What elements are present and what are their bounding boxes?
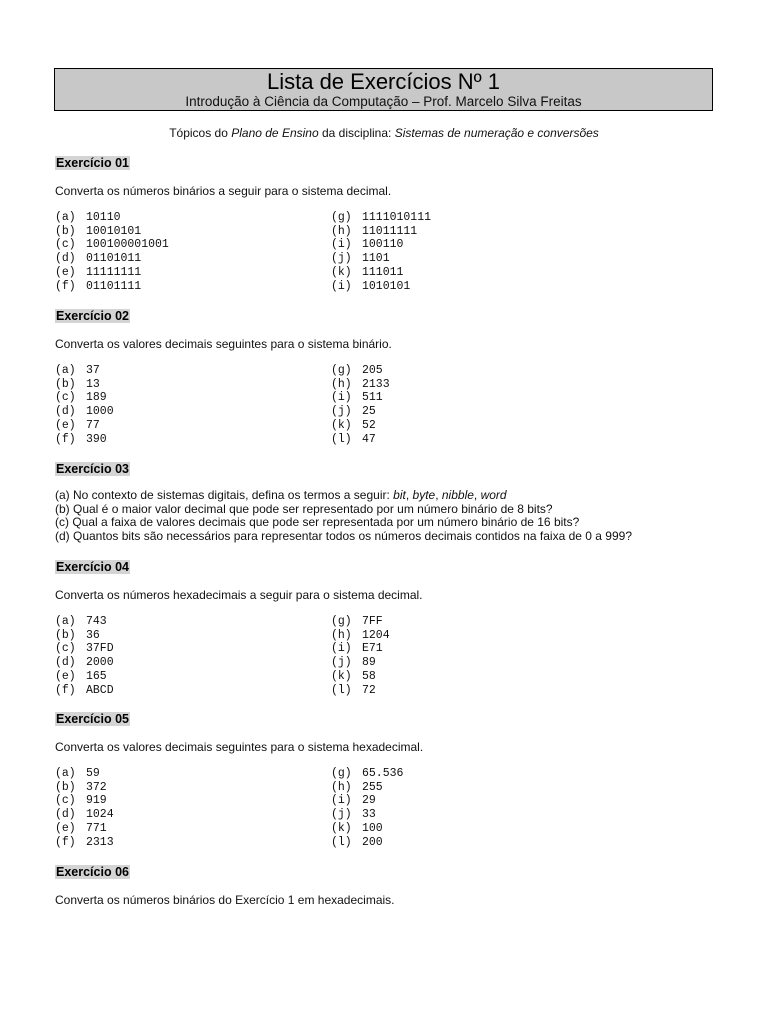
item-value: 1101 [362, 252, 390, 266]
item-label: (l) [331, 432, 352, 446]
item-label: (c) [55, 238, 76, 252]
list-item [331, 225, 607, 239]
question-d: (d) Quantos bits são necessários para representar todos os números decimais contidos na faixa de 0 a 999? [55, 529, 632, 544]
list-item [331, 266, 607, 280]
item-value: 10010101 [86, 224, 142, 238]
exercise-01-list [55, 211, 705, 293]
item-label: (i) [331, 794, 352, 808]
list-item [55, 266, 331, 280]
list-item [55, 252, 331, 266]
list-item [331, 822, 607, 836]
item-value: 37 [86, 364, 100, 377]
item-value: 2000 [86, 656, 114, 670]
item-label: (d) [55, 656, 76, 670]
item-value: 59 [86, 767, 100, 780]
list-item [55, 378, 331, 392]
list-item [331, 794, 607, 808]
exercise-03-title: Exercício 03 [56, 462, 129, 476]
item-label: (e) [55, 821, 76, 835]
item-value: 1024 [86, 808, 114, 822]
list-item [55, 670, 331, 684]
item-label: (k) [331, 821, 352, 835]
list-item [331, 252, 607, 266]
list-item [55, 238, 331, 252]
item-label: (d) [55, 252, 76, 266]
exercise-04-title: Exercício 04 [56, 560, 129, 574]
list-item [331, 211, 607, 225]
topics-middle: da disciplina: [318, 126, 395, 140]
list-item [331, 836, 607, 850]
topics-line [0, 126, 768, 140]
exercise-06-instruction: Converta os números binários do Exercício 1 em hexadecimais. [55, 893, 395, 907]
list-item [331, 238, 607, 252]
list-item [331, 629, 607, 643]
exercise-04-list [55, 615, 705, 697]
item-value: 25 [362, 405, 376, 419]
item-label: (g) [331, 364, 352, 377]
item-value: 1111010111 [362, 211, 432, 224]
item-label: (f) [55, 279, 76, 293]
item-label: (e) [55, 265, 76, 279]
list-item [55, 684, 331, 698]
topics-plan: Plano de Ensino [231, 126, 319, 140]
exercise-02-list [55, 364, 705, 446]
list-item [331, 656, 607, 670]
item-value: 77 [86, 418, 100, 432]
item-label: (c) [55, 794, 76, 808]
item-value: 10110 [86, 211, 121, 224]
item-value: 11011111 [362, 224, 418, 238]
item-label: (j) [331, 808, 352, 822]
item-label: (e) [55, 669, 76, 683]
list-item [331, 378, 607, 392]
item-value: 1010101 [362, 279, 411, 293]
exercise-02-instruction: Converta os valores decimais seguintes para o sistema binário. [55, 337, 392, 351]
list-item [331, 405, 607, 419]
item-value: 2313 [86, 835, 114, 849]
list-item [55, 794, 331, 808]
exercise-01-title: Exercício 01 [56, 156, 129, 170]
item-value: 89 [362, 656, 376, 670]
item-label: (b) [55, 780, 76, 794]
item-value: 29 [362, 794, 376, 808]
list-item [55, 767, 331, 781]
item-value: 01101011 [86, 252, 142, 266]
exercise-01-instruction: Converta os números binários a seguir para o sistema decimal. [55, 184, 392, 198]
exercise-05-list [55, 767, 705, 849]
item-value: 200 [362, 835, 383, 849]
item-value: 65.536 [362, 767, 404, 780]
list-item [331, 364, 607, 378]
list-item [55, 391, 331, 405]
item-label: (j) [331, 656, 352, 670]
list-item [55, 836, 331, 850]
item-label: (k) [331, 669, 352, 683]
item-label: (j) [331, 405, 352, 419]
exercise-02-title: Exercício 02 [56, 309, 129, 323]
item-label: (f) [55, 683, 76, 697]
item-label: (c) [55, 391, 76, 405]
item-value: 771 [86, 821, 107, 835]
item-label: (i) [331, 279, 352, 293]
topics-prefix: Tópicos do [169, 126, 232, 140]
item-value: 100 [362, 821, 383, 835]
list-item [331, 670, 607, 684]
item-value: 2133 [362, 377, 390, 391]
list-item [331, 419, 607, 433]
item-value: E71 [362, 642, 383, 656]
item-value: 743 [86, 615, 107, 628]
list-item [55, 781, 331, 795]
item-label: (l) [331, 683, 352, 697]
item-label: (b) [55, 628, 76, 642]
item-value: 01101111 [86, 279, 142, 293]
item-label: (h) [331, 780, 352, 794]
list-item [55, 211, 331, 225]
item-value: 72 [362, 683, 376, 697]
item-label: (i) [331, 238, 352, 252]
item-label: (k) [331, 418, 352, 432]
question-b: (b) Qual é o maior valor decimal que pode ser representado por um número binário de 8 bits? [55, 501, 553, 516]
item-value: 11111111 [86, 265, 142, 279]
item-value: 111011 [362, 265, 404, 279]
item-value: 37FD [86, 642, 114, 656]
item-value: 100100001001 [86, 238, 169, 252]
list-item [55, 433, 331, 447]
exercise-03-questions [55, 489, 632, 544]
page-subtitle: Introdução à Ciência da Computação – Prof. Marcelo Silva Freitas [185, 94, 582, 109]
item-value: 36 [86, 628, 100, 642]
item-label: (j) [331, 252, 352, 266]
item-label: (i) [331, 391, 352, 405]
question-c: (c) Qual a faixa de valores decimais que pode ser representada por um número binário de 16 bits? [55, 515, 580, 530]
list-item [55, 364, 331, 378]
item-label: (g) [331, 211, 352, 224]
list-item [55, 615, 331, 629]
item-value: 189 [86, 391, 107, 405]
item-label: (f) [55, 432, 76, 446]
item-value: 100110 [362, 238, 404, 252]
item-label: (e) [55, 418, 76, 432]
item-label: (h) [331, 224, 352, 238]
exercise-06-title: Exercício 06 [56, 865, 129, 879]
exercise-05-title: Exercício 05 [56, 712, 129, 726]
list-item [55, 405, 331, 419]
item-value: 205 [362, 364, 383, 377]
item-label: (a) [55, 767, 76, 780]
page-title: Lista de Exercícios Nº 1 [266, 69, 501, 94]
list-item [55, 629, 331, 643]
list-item [331, 615, 607, 629]
item-label: (c) [55, 642, 76, 656]
list-item [331, 280, 607, 294]
item-value: 372 [86, 780, 107, 794]
list-item [331, 808, 607, 822]
list-item [55, 225, 331, 239]
list-item [55, 808, 331, 822]
item-label: (a) [55, 364, 76, 377]
item-value: ABCD [86, 683, 114, 697]
item-value: 1204 [362, 628, 390, 642]
item-value: 919 [86, 794, 107, 808]
item-label: (g) [331, 615, 352, 628]
list-item [331, 781, 607, 795]
list-item [55, 822, 331, 836]
item-label: (h) [331, 377, 352, 391]
list-item [331, 642, 607, 656]
item-value: 1000 [86, 405, 114, 419]
item-label: (k) [331, 265, 352, 279]
list-item [55, 642, 331, 656]
list-item [55, 419, 331, 433]
item-label: (a) [55, 211, 76, 224]
item-value: 390 [86, 432, 107, 446]
list-item [331, 433, 607, 447]
item-label: (f) [55, 835, 76, 849]
item-value: 165 [86, 669, 107, 683]
item-label: (a) [55, 615, 76, 628]
question-a: (a) No contexto de sistemas digitais, defina os termos a seguir: bit, byte, nibble, word [55, 488, 507, 502]
item-value: 33 [362, 808, 376, 822]
item-value: 47 [362, 432, 376, 446]
list-item [331, 391, 607, 405]
item-label: (d) [55, 808, 76, 822]
item-label: (b) [55, 377, 76, 391]
header-box [54, 68, 713, 111]
item-value: 13 [86, 377, 100, 391]
item-label: (g) [331, 767, 352, 780]
topics-subject: Sistemas de numeração e conversões [394, 126, 599, 140]
item-value: 52 [362, 418, 376, 432]
list-item [331, 767, 607, 781]
item-label: (i) [331, 642, 352, 656]
item-label: (b) [55, 224, 76, 238]
exercise-04-instruction: Converta os números hexadecimais a seguir para o sistema decimal. [55, 588, 423, 602]
list-item [55, 280, 331, 294]
item-value: 255 [362, 780, 383, 794]
exercise-05-instruction: Converta os valores decimais seguintes para o sistema hexadecimal. [55, 740, 424, 754]
item-value: 7FF [362, 615, 383, 628]
item-value: 511 [362, 391, 383, 405]
item-label: (d) [55, 405, 76, 419]
item-label: (h) [331, 628, 352, 642]
item-label: (l) [331, 835, 352, 849]
list-item [331, 684, 607, 698]
list-item [55, 656, 331, 670]
item-value: 58 [362, 669, 376, 683]
